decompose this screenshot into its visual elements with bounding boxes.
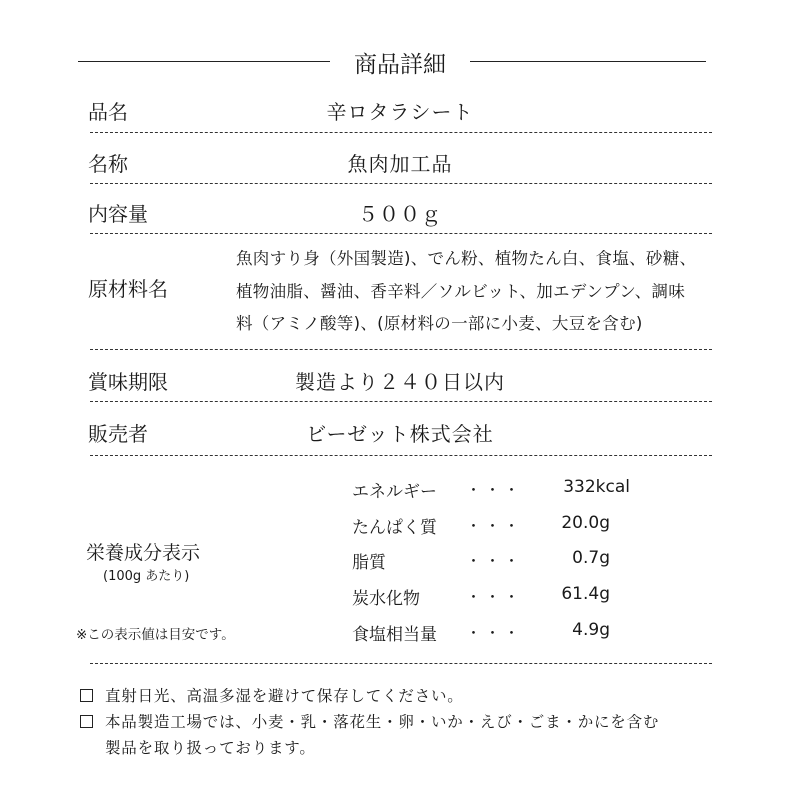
nutrition-dots: ・・・ (466, 624, 524, 642)
nutrition-item-name: たんぱく質 (352, 518, 437, 538)
category-label: 名称 (88, 152, 128, 176)
title-rule-right (470, 61, 706, 62)
nutrition-dots: ・・・ (466, 588, 524, 606)
seller-value: ビーゼット株式会社 (306, 422, 494, 446)
divider (90, 349, 712, 350)
ingredients-line: 料（アミノ酸等)、(原材料の一部に小麦、大豆を含む) (236, 314, 643, 333)
divider (90, 455, 712, 456)
divider (90, 183, 712, 184)
nutrition-item-value: 20.0g (561, 513, 610, 533)
storage-note (80, 684, 464, 706)
nutrition-item-name: エネルギー (352, 482, 437, 502)
note-text: 本品製造工場では、小麦・乳・落花生・卵・いか・えび・ごま・かにを含む (105, 713, 660, 731)
seller-label: 販売者 (88, 422, 148, 446)
divider (90, 233, 712, 234)
nutrition-dots: ・・・ (466, 481, 524, 499)
nutrition-item-value: 0.7g (572, 548, 610, 568)
allergen-note (80, 710, 659, 732)
divider (90, 401, 712, 402)
checkbox-icon (80, 715, 93, 728)
ingredients-line: 魚肉すり身（外国製造)、でん粉、植物たん白、食塩、砂糖、 (236, 249, 697, 268)
product-name-value: 辛ロタラシート (326, 100, 474, 124)
divider (90, 132, 712, 133)
allergen-note-continued: 製品を取り扱っております。 (105, 739, 316, 757)
nutrition-item-name: 食塩相当量 (352, 625, 437, 645)
nutrition-note: ※この表示値は目安です。 (76, 627, 235, 643)
nutrition-item-value: 4.9g (572, 620, 610, 640)
nutrition-item-name: 炭水化物 (352, 589, 420, 609)
best-before-label: 賞味期限 (88, 370, 168, 394)
note-text: 直射日光、高温多湿を避けて保存してください。 (105, 687, 464, 705)
ingredients-line: 植物油脂、醤油、香辛料／ソルビット、加エデンプン、調味 (236, 282, 686, 301)
content-value: ５００ｇ (358, 202, 442, 226)
product-name-label: 品名 (88, 100, 128, 124)
nutrition-dots: ・・・ (466, 552, 524, 570)
checkbox-icon (80, 689, 93, 702)
page-title: 商品詳細 (354, 52, 446, 78)
divider (90, 663, 712, 664)
nutrition-dots: ・・・ (466, 517, 524, 535)
content-label: 内容量 (88, 202, 148, 226)
category-value: 魚肉加工品 (347, 152, 453, 176)
nutrition-item-name: 脂質 (352, 553, 386, 573)
nutrition-label: 栄養成分表示 (86, 542, 201, 564)
nutrition-per: (100g あたり) (103, 569, 190, 584)
nutrition-item-value: 61.4g (561, 584, 610, 604)
nutrition-item-value: 332kcal (563, 477, 630, 497)
best-before-value: 製造より２４０日以内 (295, 370, 505, 394)
ingredients-label: 原材料名 (88, 277, 168, 301)
